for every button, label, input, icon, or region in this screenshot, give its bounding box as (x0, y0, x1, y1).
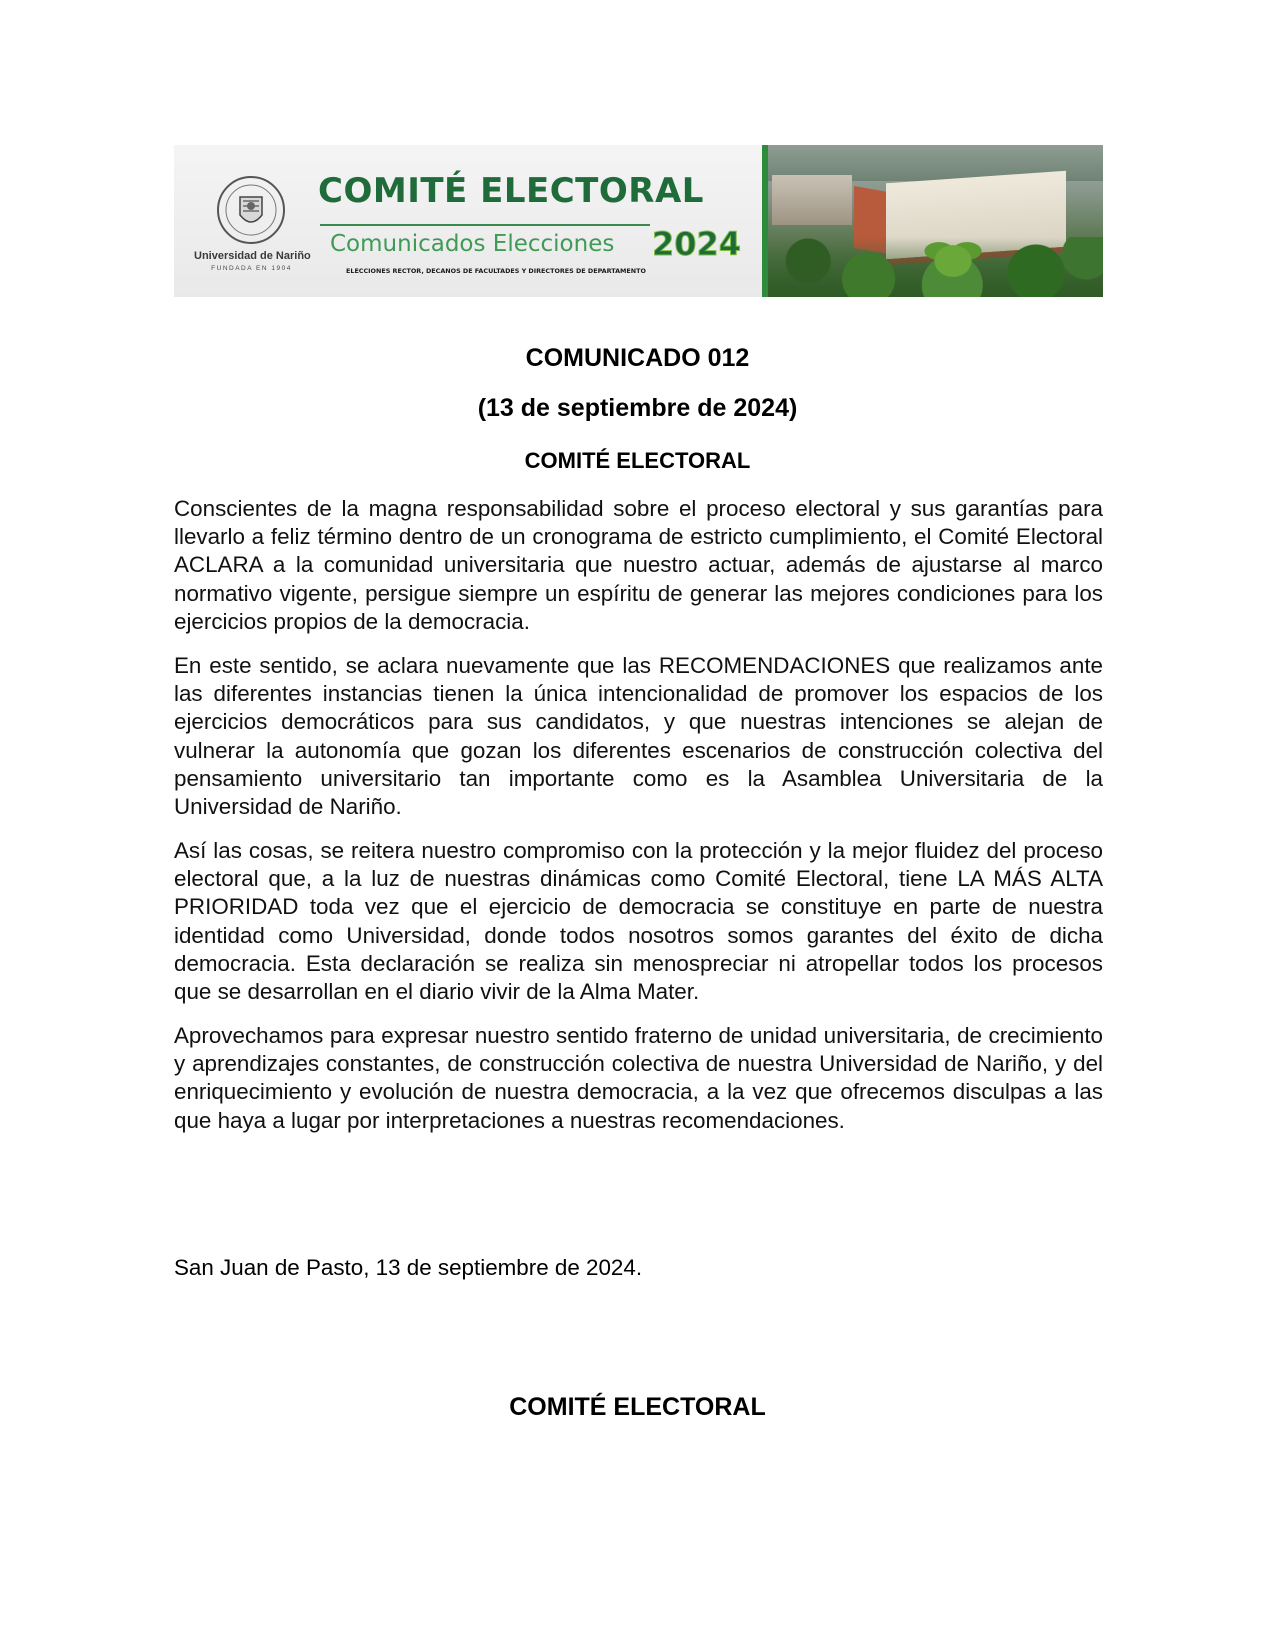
banner-title: COMITÉ ELECTORAL (318, 171, 704, 211)
place-and-date: San Juan de Pasto, 13 de septiembre de 2024. (174, 1255, 643, 1280)
header-banner (174, 145, 1103, 297)
photo-left-building (772, 175, 852, 225)
university-seal-icon (216, 173, 286, 247)
banner-note: ELECCIONES RECTOR, DECANOS DE FACULTADES Y DIRECTORES DE DEPARTAMENTO (346, 267, 646, 275)
banner-year: 2024 (652, 225, 742, 263)
banner-rule (320, 224, 650, 226)
banner-subtitle: Comunicados Elecciones (330, 231, 615, 257)
university-founded: FUNDADA EN 1904 (211, 265, 292, 272)
body-paragraph-1: Conscientes de la magna responsabilidad sobre el proceso electoral y sus garantías para llevarlo a feliz término dentro de un cronograma de estricto cumplimiento, el Comité Electoral ACLARA a la comunidad universitaria que nuestro actuar, además de ajustarse al marco normativo vigente, persigue siempre un espíritu de generar las mejores condiciones para los ejercicios propios de la democracia. (174, 496, 1103, 634)
signature: COMITÉ ELECTORAL (509, 1393, 766, 1421)
banner-text-panel (174, 145, 762, 297)
body-paragraph-3: Así las cosas, se reitera nuestro compromiso con la protección y la mejor fluidez del proceso electoral que, a la luz de nuestras dinámicas como Comité Electoral, tiene LA MÁS ALTA PRIORIDAD toda vez que el ejercicio de democracia se constituye en parte de nuestra identidad como Universidad, donde todos nosotros somos garantes del éxito de dicha democracia. Esta declaración se realiza sin menospreciar ni atropellar todos los procesos que se desarrollan en el diario vivir de la Alma Mater. (174, 838, 1103, 1005)
body-paragraph-2: En este sentido, se aclara nuevamente que las RECOMENDACIONES que realizamos ante las diferentes instancias tienen la única intencionalidad de promover los espacios de los ejercicios democráticos para sus candidatos, y que nuestras intenciones se alejan de vulnerar la autonomía que gozan los diferentes escenarios de construcción colectiva del pensamiento universitario tan importante como es la Asamblea Universitaria de la Universidad de Nariño. (174, 653, 1103, 820)
document-issuer: COMITÉ ELECTORAL (524, 448, 751, 473)
document-number: COMUNICADO 012 (525, 344, 750, 372)
university-name: Universidad de Nariño (194, 250, 311, 262)
body-paragraph-4: Aprovechamos para expresar nuestro sentido fraterno de unidad universitaria, de crecimiento y aprendizajes constantes, de construcción colectiva de nuestra Universidad de Nariño, y del enriquecimiento y evolución de nuestra democracia, a la vez que ofrecemos disculpas a las que haya a lugar por interpretaciones a nuestras recomendaciones. (174, 1023, 1103, 1133)
campus-photo (768, 145, 1103, 297)
document-date: (13 de septiembre de 2024) (477, 394, 798, 422)
photo-palm (918, 231, 988, 281)
